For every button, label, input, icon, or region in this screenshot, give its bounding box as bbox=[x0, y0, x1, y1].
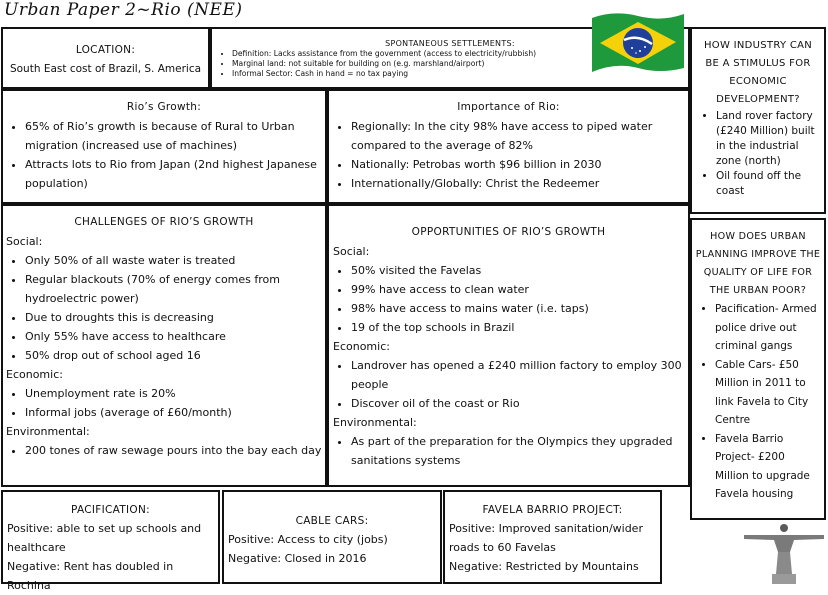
planning-item: • Cable Cars- £50 Million in 2011 to link Favela to City Centre bbox=[715, 356, 821, 430]
pacification-box bbox=[1, 490, 220, 592]
opportunities-social-label: Social: bbox=[333, 245, 370, 258]
location-box bbox=[1, 27, 210, 89]
opportunities-heading: OPPORTUNITIES OF RIO’S GROWTH bbox=[411, 226, 606, 238]
cable-cars-negative: Negative: Closed in 2016 bbox=[228, 552, 367, 565]
industry-item: • Land rover factory (£240 Million) built in the industrial zone (north) bbox=[716, 109, 820, 169]
planning-box bbox=[690, 218, 826, 520]
pacification-positive: Positive: able to set up schools and healthcare bbox=[7, 522, 202, 554]
pacification-heading: PACIFICATION: bbox=[71, 504, 150, 516]
settlements-heading: SPONTANEOUS SETTLEMENTS: bbox=[385, 39, 515, 48]
settlements-item: • Informal Sector: Cash in hand = no tax paying bbox=[232, 69, 688, 79]
challenges-social-item: • Regular blackouts (70% of energy comes from hydroelectric power) bbox=[25, 270, 325, 308]
cable-cars-positive: Positive: Access to city (jobs) bbox=[228, 533, 388, 546]
growth-heading: Rio’s Growth: bbox=[126, 101, 202, 113]
challenges-economic-item: • Informal jobs (average of £60/month) bbox=[25, 403, 325, 422]
opportunities-social-item: • 50% visited the Favelas bbox=[351, 261, 688, 280]
challenges-environmental-item: • 200 tones of raw sewage pours into the bay each day bbox=[25, 441, 325, 460]
opportunities-box bbox=[327, 204, 690, 487]
challenges-box bbox=[1, 204, 327, 487]
opportunities-economic-item: • Landrover has opened a £240 million factory to employ 300 people bbox=[351, 356, 688, 394]
challenges-economic-label: Economic: bbox=[6, 368, 63, 381]
favela-negative: Negative: Restricted by Mountains bbox=[449, 560, 639, 573]
favela-positive: Positive: Improved sanitation/wider roads to 60 Favelas bbox=[449, 522, 643, 554]
settlements-item: • Definition: Lacks assistance from the government (access to electricity/rubbish) bbox=[232, 49, 688, 59]
opportunities-social-item: • 19 of the top schools in Brazil bbox=[351, 318, 688, 337]
growth-item: • 65% of Rio’s growth is because of Rural to Urban migration (increased use of machines) bbox=[25, 117, 325, 155]
challenges-social-item: • Due to droughts this is decreasing bbox=[25, 308, 325, 327]
industry-item: • Oil found off the coast bbox=[716, 169, 820, 199]
planning-item: • Pacification- Armed police drive out criminal gangs bbox=[715, 300, 821, 356]
challenges-economic-item: • Unemployment rate is 20% bbox=[25, 384, 325, 403]
opportunities-economic-item: • Discover oil of the coast or Rio bbox=[351, 394, 688, 413]
brazil-flag-icon bbox=[590, 10, 686, 76]
importance-heading: Importance of Rio: bbox=[457, 101, 560, 113]
importance-box bbox=[327, 89, 690, 204]
opportunities-environmental-item: • As part of the preparation for the Olympics they upgraded sanitations systems bbox=[351, 432, 688, 470]
challenges-social-label: Social: bbox=[6, 235, 43, 248]
challenges-social-item: • Only 50% of all waste water is treated bbox=[25, 251, 325, 270]
growth-item: • Attracts lots to Rio from Japan (2nd highest Japanese population) bbox=[25, 155, 325, 193]
page-title: Urban Paper 2~Rio (NEE) bbox=[4, 0, 243, 20]
opportunities-environmental-label: Environmental: bbox=[333, 416, 417, 429]
cable-cars-box bbox=[222, 490, 442, 584]
opportunities-economic-label: Economic: bbox=[333, 340, 390, 353]
favela-heading: FAVELA BARRIO PROJECT: bbox=[482, 504, 623, 516]
growth-box bbox=[1, 89, 327, 204]
settlements-item: • Marginal land: not suitable for building on (e.g. marshland/airport) bbox=[232, 59, 688, 69]
location-text: South East cost of Brazil, S. America bbox=[9, 63, 202, 75]
challenges-environmental-label: Environmental: bbox=[6, 425, 90, 438]
favela-box bbox=[443, 490, 662, 584]
cable-cars-heading: CABLE CARS: bbox=[295, 515, 369, 527]
christ-redeemer-icon bbox=[742, 522, 826, 584]
challenges-social-item: • Only 55% have access to healthcare bbox=[25, 327, 325, 346]
opportunities-social-item: • 98% have access to mains water (i.e. taps) bbox=[351, 299, 688, 318]
pacification-negative: Negative: Rent has doubled in Rochina bbox=[7, 560, 174, 592]
industry-box bbox=[690, 27, 826, 214]
importance-item: • Internationally/Globally: Christ the Redeemer bbox=[351, 174, 688, 193]
planning-item: • Favela Barrio Project- £200 Million to upgrade Favela housing bbox=[715, 430, 821, 504]
challenges-social-item: • 50% drop out of school aged 16 bbox=[25, 346, 325, 365]
opportunities-social-item: • 99% have access to clean water bbox=[351, 280, 688, 299]
industry-heading: HOW INDUSTRY CAN BE A STIMULUS FOR ECONOMIC DEVELOPMENT? bbox=[703, 40, 813, 105]
location-heading: LOCATION: bbox=[75, 44, 136, 56]
importance-item: • Regionally: In the city 98% have access to piped water compared to the average of 82% bbox=[351, 117, 688, 155]
challenges-heading: CHALLENGES OF RIO’S GROWTH bbox=[74, 216, 254, 228]
planning-heading: HOW DOES URBAN PLANNING IMPROVE THE QUALITY OF LIFE FOR THE URBAN POOR? bbox=[695, 231, 821, 296]
importance-item: • Nationally: Petrobas worth $96 billion in 2030 bbox=[351, 155, 688, 174]
